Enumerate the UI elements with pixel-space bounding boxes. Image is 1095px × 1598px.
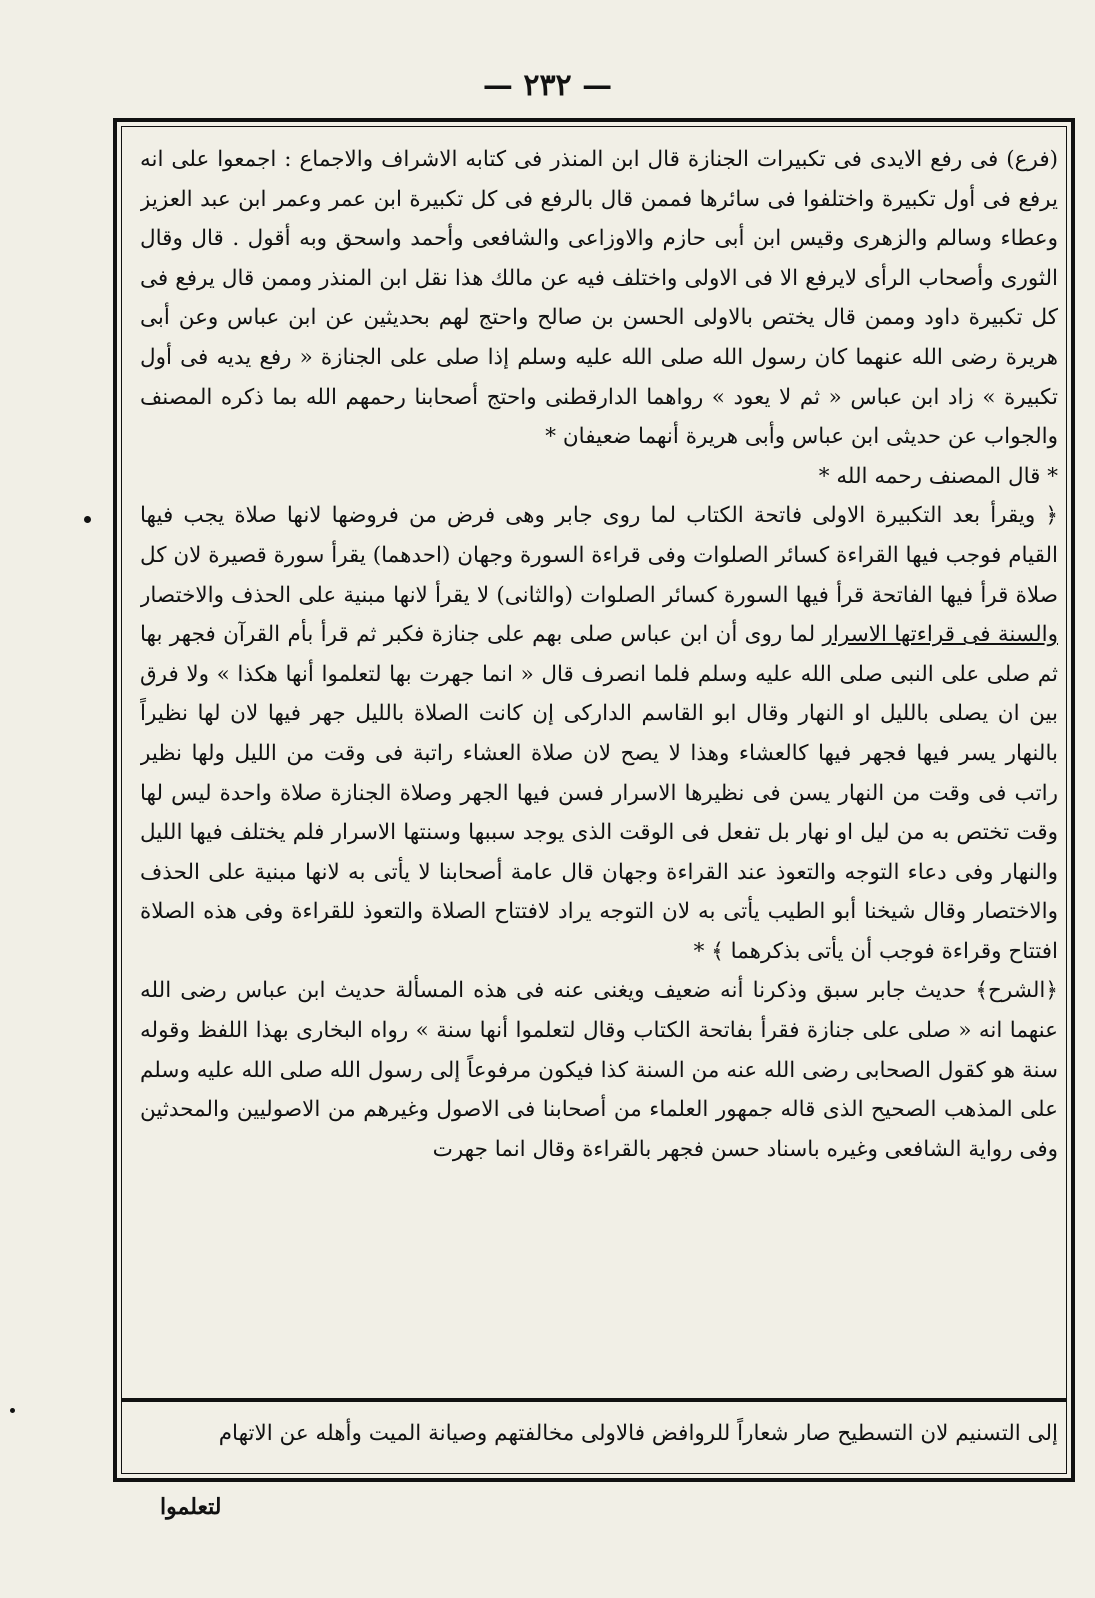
matn-underlined-phrase: والسنة فى قراءتها الاسرار: [822, 622, 1058, 648]
matn-text-part-a: ﴿ ويقرأ بعد التكبيرة الاولى فاتحة الكتاب لما روى جابر وهى فرض من فروضها لانها صلاة يجب فيها القيام فوجب فيها القراءة كسائر الصلوات وفى قراءة السورة وجهان (احدهما) يقرأ سورة قصيرة لان كل صلاة قرأ فيها الفاتحة قرأ فيها السورة كسائر الصلوات (والثانى) لا يقرأ لانها مبنية على الحذف والاختصار: [140, 503, 1058, 608]
paragraph-qala-al-musannif: * قال المصنف رحمه الله *: [818, 463, 1058, 489]
footnote: إلى التسنيم لان التسطيح صار شعاراً للروافض فالاولى مخالفتهم وصيانة الميت وأهله عن الاتهام: [218, 1421, 1058, 1446]
paragraph-matn-qiraah: [140, 496, 1058, 971]
margin-speck: [10, 1408, 15, 1413]
main-text-body: [140, 140, 1058, 1390]
page-number: — ٢٣٢ —: [482, 68, 613, 103]
footnote-separator: [121, 1398, 1067, 1402]
matn-text-part-b: لما روى أن ابن عباس صلى بهم على جنازة فكبر ثم قرأ بأم القرآن فجهر بها ثم صلى على النبى صلى الله عليه وسلم فلما انصرف قال « انما جهرت بها لتعلموا أنها هكذا » ولا فرق بين ان يصلى بالليل او النهار وقال ابو القاسم الداركى إن كانت الصلاة بالليل جهر فيها لان لها نظيراً بالنهار يسر فيها فجهر فيها كالعشاء وهذا لا يصح لان صلاة العشاء راتبة فى وقت من الليل ولها نظير راتب فى وقت من النهار يسن فى نظيرها الاسرار فسن فيها الجهر وصلاة الجنازة صلاة واحدة ليس لها وقت تختص به من ليل او نهار بل تفعل فى الوقت الذى يوجد سببها وسنتها الاسرار فلم يختلف فيها الليل والنهار وفى دعاء التوجه والتعوذ عند القراءة وجهان قال عامة أصحابنا لا يأتى به لانها مبنية على الحذف والاختصار وقال شيخنا أبو الطيب يأتى به لان التوجه يراد لافتتاح الصلاة والتعوذ للقراءة وفى هذه الصلاة افتتاح وقراءة فوجب أن يأتى بذكرهما ﴾ *: [140, 622, 1058, 964]
catchword: لتعلموا: [160, 1494, 222, 1520]
paragraph-far-raf-al-aydi: (فرع) فى رفع الايدى فى تكبيرات الجنازة قال ابن المنذر فى كتابه الاشراف والاجماع : اجمعوا على انه يرفع فى أول تكبيرة واختلفوا فى سائرها فممن قال بالرفع فى كل تكبيرة ابن عمر وعمر ابن عبد العزيز وعطاء وسالم والزهرى وقيس ابن أبى حازم والاوزاعى والشافعى وأحمد واسحق وبه أقول . قال وقال الثورى وأصحاب الرأى لايرفع الا فى الاولى واختلف فيه عن مالك هذا نقل ابن المنذر وممن قال يرفع فى كل تكبيرة داود وممن قال يختص بالاولى الحسن بن صالح واحتج لهم بحديثين عن ابن عباس وعن أبى هريرة رضى الله عنهما كان رسول الله صلى الله عليه وسلم إذا صلى على الجنازة « رفع يديه فى أول تكبيرة » زاد ابن عباس « ثم لا يعود » رواهما الدارقطنى واحتج أصحابنا رحمهم الله بما ذكره المصنف والجواب عن حديثى ابن عباس وأبى هريرة أنهما ضعيفان *: [140, 147, 1058, 450]
paragraph-sharh: ﴿الشرح﴾ حديث جابر سبق وذكرنا أنه ضعيف ويغنى عنه فى هذه المسألة حديث ابن عباس رضى الله عنهما انه « صلى على جنازة فقرأ بفاتحة الكتاب وقال لتعلموا أنها سنة » رواه البخارى بهذا اللفظ وقوله سنة هو كقول الصحابى رضى الله عنه من السنة كذا فيكون مرفوعاً إلى رسول الله صلى الله عليه وسلم على المذهب الصحيح الذى قاله جمهور العلماء من أصحابنا فى الاصول وغيرهم من الاصوليين والمحدثين وفى رواية الشافعى وغيره باسناد حسن فجهر بالقراءة وقال انما جهرت: [140, 978, 1058, 1162]
margin-speck: [84, 516, 91, 523]
